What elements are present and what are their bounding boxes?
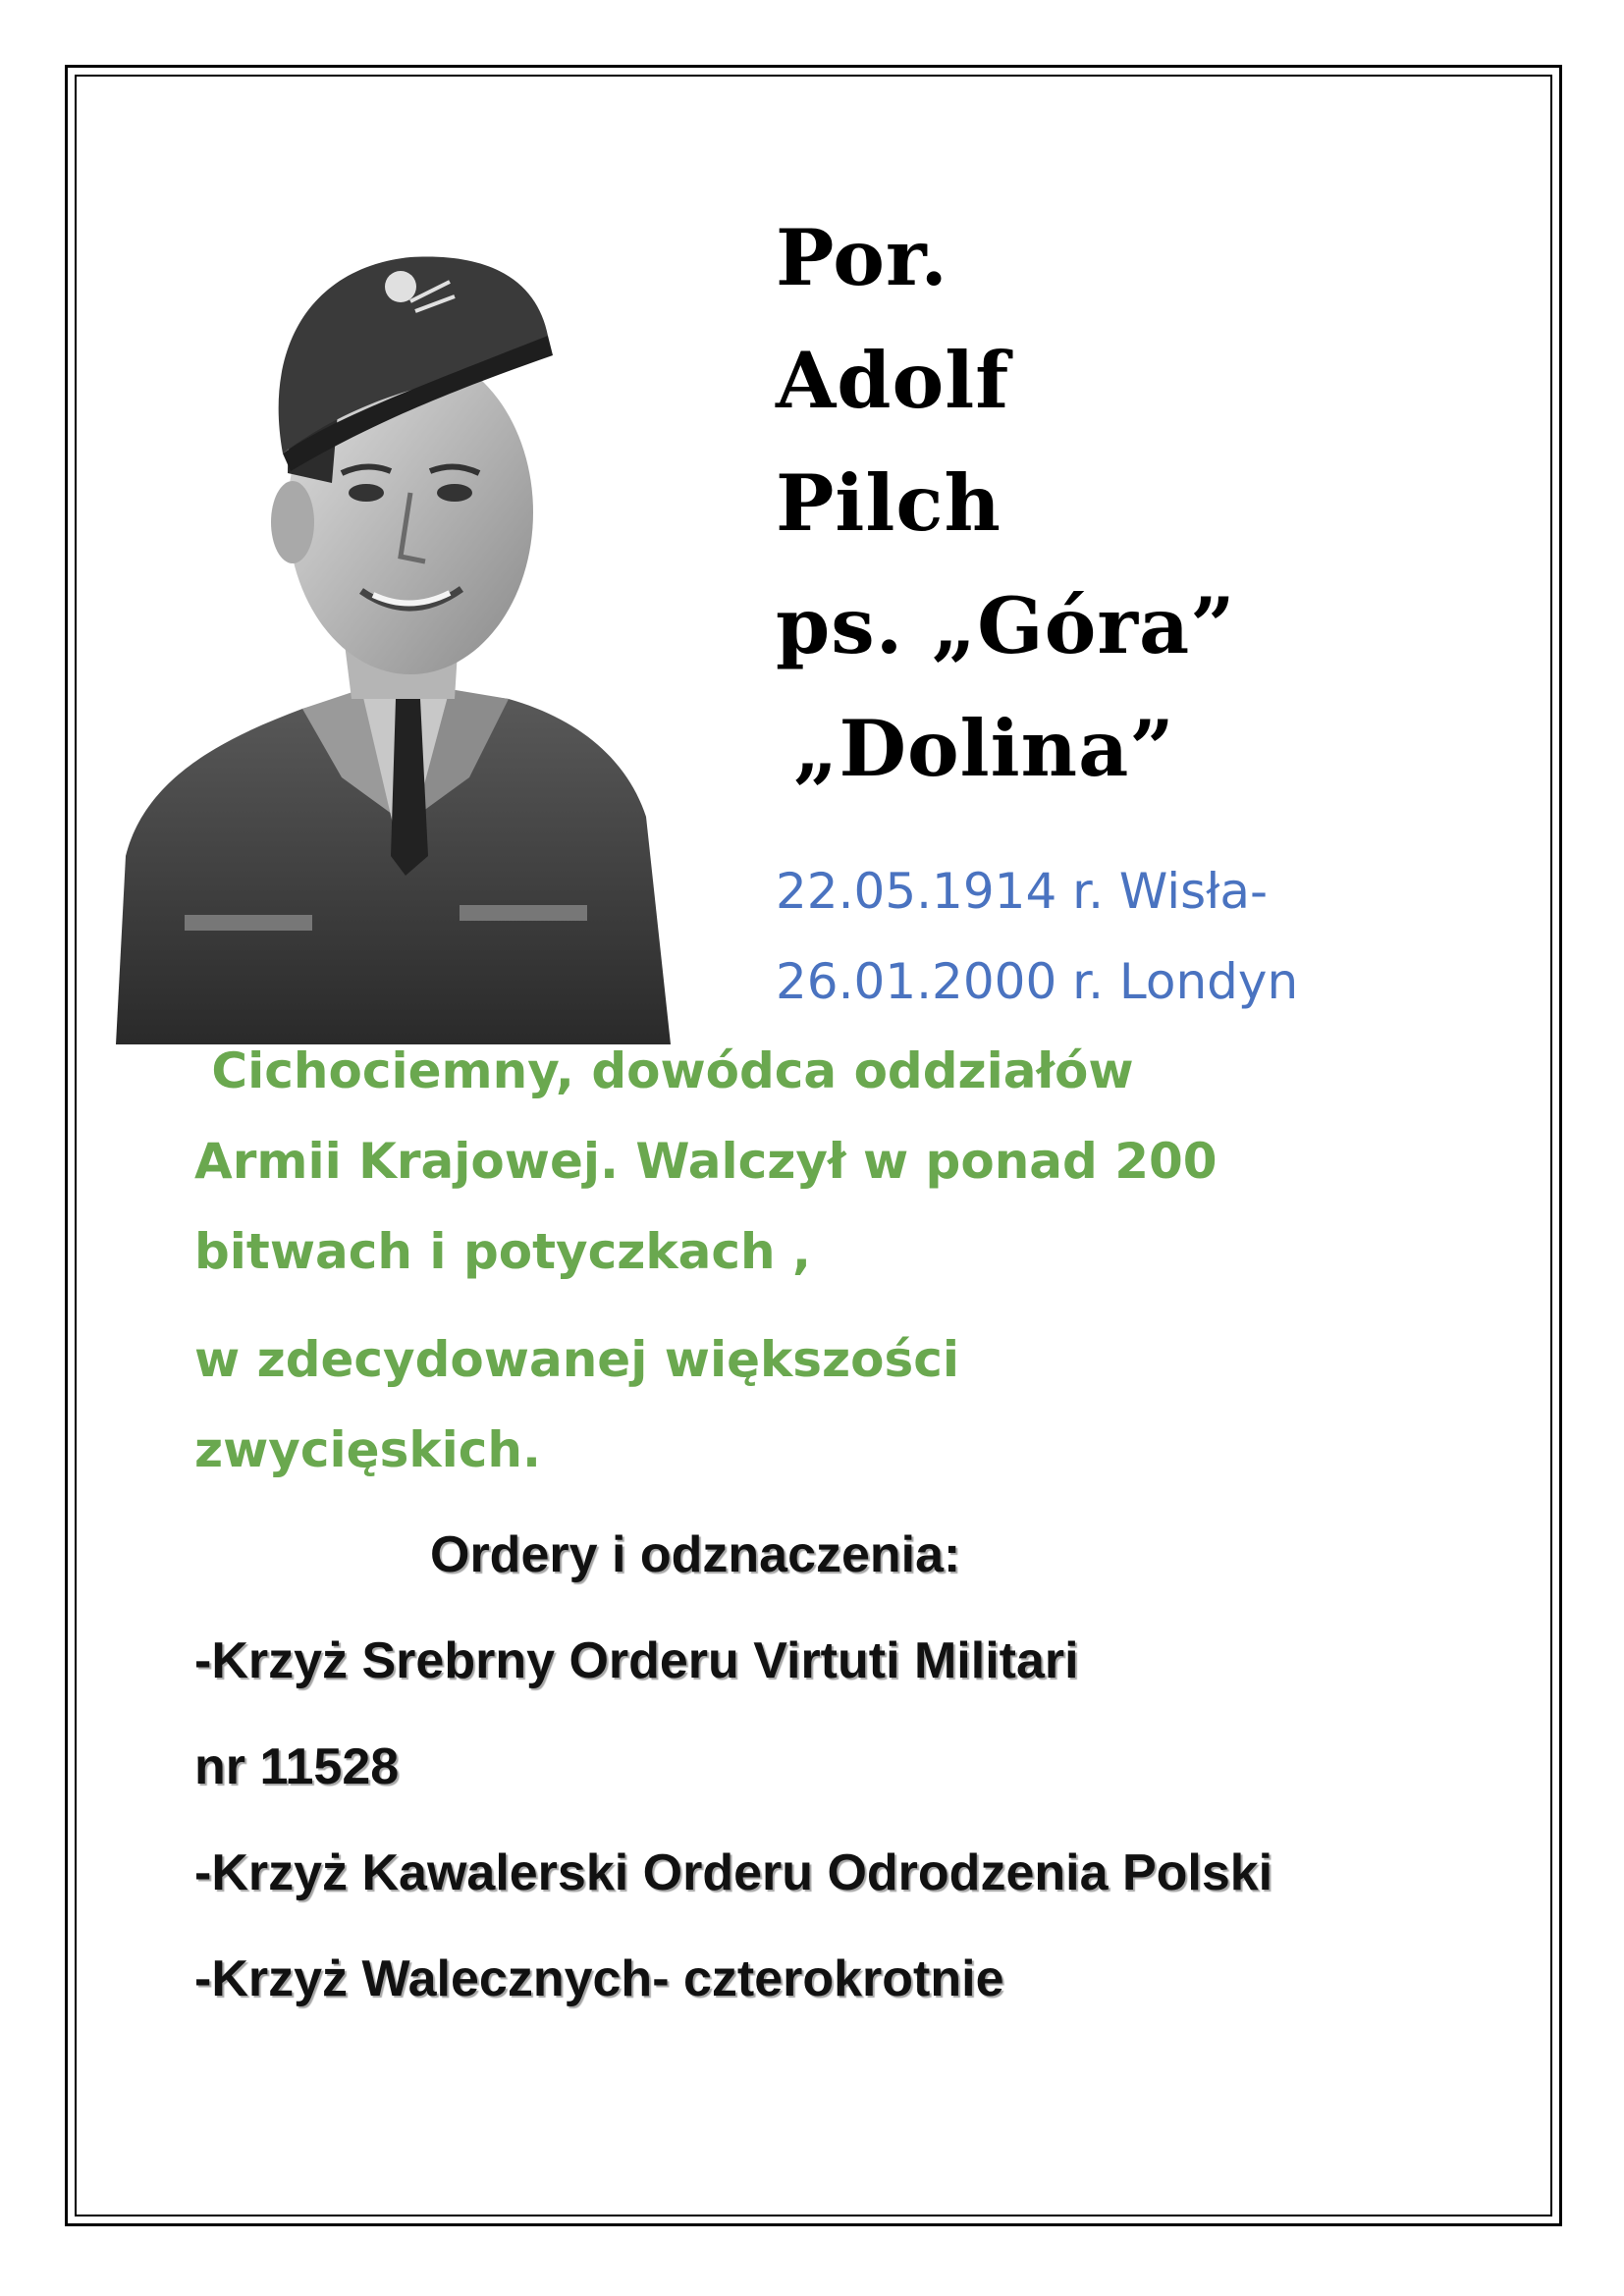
honor-item: -Krzyż Walecznych- czterokrotnie [194, 1950, 1004, 2007]
honor-item: -Krzyż Kawalerski Orderu Odrodzenia Polski [194, 1844, 1273, 1901]
last-name: Pilch [776, 457, 1001, 549]
death-date: 26.01.2000 r. Londyn [776, 953, 1299, 1010]
honors-section [194, 1502, 1272, 2032]
first-name: Adolf [776, 335, 1010, 426]
bio-line: bitwach i potyczkach , [194, 1223, 811, 1280]
rank-title: Por. [776, 212, 948, 303]
alias-primary: ps. „Góra” [776, 580, 1236, 671]
bio-line: Cichociemny, dowódca oddziałów [194, 1042, 1134, 1099]
name-block [776, 196, 1236, 810]
alias-secondary: „Dolina” [793, 703, 1175, 794]
honor-item: nr 11528 [194, 1738, 400, 1795]
honor-item: -Krzyż Srebrny Orderu Virtuti Militari [194, 1632, 1079, 1689]
bio-line: Armii Krajowej. Walczył w ponad 200 [194, 1133, 1218, 1190]
bio-line: zwycięskich. [194, 1421, 541, 1478]
portrait-photo [116, 228, 676, 1044]
bio-line: w zdecydowanej większości [194, 1331, 960, 1388]
biography [194, 1026, 1218, 1495]
birth-date: 22.05.1914 r. Wisła- [776, 863, 1269, 920]
honors-heading: Ordery i odznaczenia: [430, 1526, 961, 1583]
life-dates [776, 846, 1298, 1027]
